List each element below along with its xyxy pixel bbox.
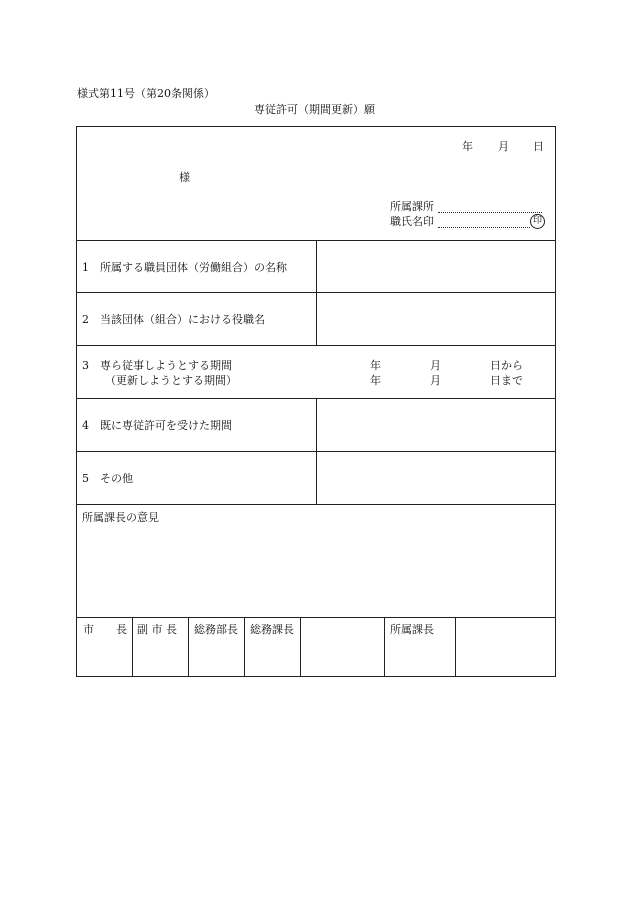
item-col-divider-b [316,398,317,504]
form-number: 様式第11号（第20条関係） [77,87,215,100]
item-1-field[interactable] [318,242,554,291]
period-end-month: 月 [430,374,441,387]
approval-general-affairs-director: 総務部長 [194,623,238,636]
item-col-divider-a [316,240,317,345]
period-start-month: 月 [430,359,441,372]
dept-field[interactable] [438,212,542,213]
name-field[interactable] [438,227,530,228]
period-end-year: 年 [370,374,381,387]
row-divider-6 [76,504,556,505]
approval-deputy-mayor: 副 市 長 [137,623,177,636]
item-3-label: 3 専ら従事しようとする期間 [82,359,232,372]
seal-mark: 印 [530,214,545,229]
approval-divider-1 [132,617,133,677]
item-5-field[interactable] [318,453,554,503]
approval-divider-5 [384,617,385,677]
period-end-day: 日まで [490,374,523,387]
row-divider-7 [76,617,556,618]
approval-divider-3 [244,617,245,677]
approval-section-chief: 所属課長 [390,623,434,636]
opinion-label: 所属課長の意見 [82,511,159,524]
table-border-top [76,126,556,127]
table-border-left [76,126,77,677]
period-start-day: 日から [490,359,523,372]
approval-divider-4 [300,617,301,677]
period-start-year: 年 [370,359,381,372]
item-2-label: 2 当該団体（組合）における役職名 [82,313,265,326]
name-label: 職氏名印 [390,215,434,228]
table-border-right [555,126,556,677]
approval-divider-6 [455,617,456,677]
date-year: 年 [462,140,473,153]
item-2-field[interactable] [318,294,554,344]
approval-divider-2 [188,617,189,677]
item-4-label: 4 既に専従許可を受けた期間 [82,419,232,432]
row-divider-3 [76,345,556,346]
date-day: 日 [533,140,544,153]
approval-mayor: 市 長 [83,623,127,636]
item-5-label: 5 その他 [82,472,133,485]
dept-label: 所属課所 [390,200,434,213]
approval-general-affairs-chief: 総務課長 [250,623,294,636]
addressee-suffix: 様 [179,171,190,184]
item-3-sublabel: （更新しようとする期間） [105,374,237,387]
document-title: 専従許可（期間更新）願 [254,103,375,116]
item-1-label: 1 所属する職員団体（労働組合）の名称 [82,261,287,274]
opinion-field[interactable] [78,528,554,615]
table-border-bottom [76,676,556,677]
item-4-field[interactable] [318,400,554,450]
date-month: 月 [498,140,509,153]
